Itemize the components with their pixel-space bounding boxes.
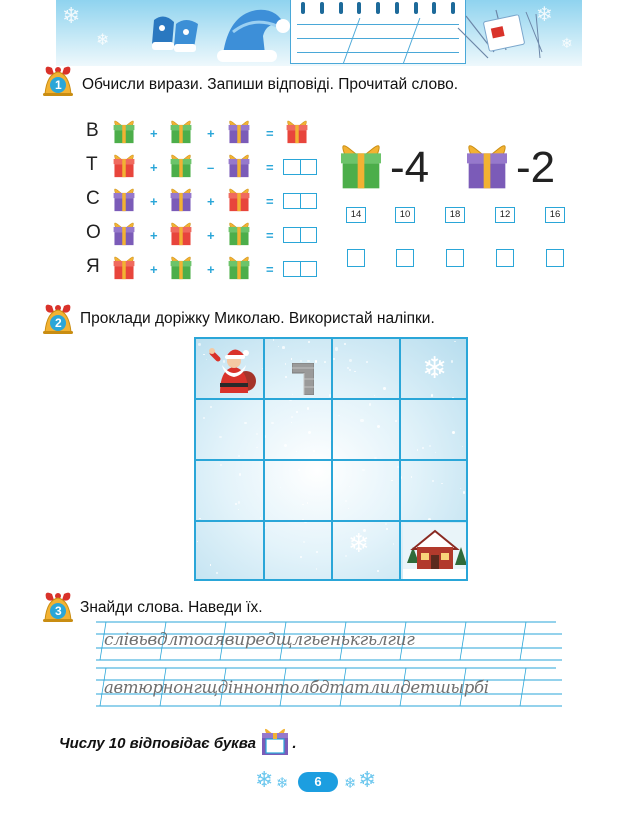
purple-gift-icon [462,140,512,190]
operator-sign: = [266,262,274,277]
operator-sign: – [207,160,215,175]
mittens-icon [146,10,206,60]
answer-input-box[interactable] [283,261,317,277]
snowflake-icon: ❄ [344,774,357,792]
answer-number-box: 16 [545,207,565,223]
equation-letter: В [86,120,99,141]
snowflake-icon: ❄ [536,2,553,26]
answer-number-box: 14 [346,207,366,223]
green-gift-icon [168,152,190,174]
hint-value: -2 [516,143,556,192]
answer-number-box: 18 [445,207,465,223]
operator-sign: + [207,126,215,141]
green-gift-icon [226,220,248,242]
task2-instruction: Проклади доріжку Миколаю. Використай наліпки. [80,310,435,327]
final-question-period: . [292,734,297,752]
operator-sign: = [266,194,274,209]
path-grid[interactable] [194,337,468,581]
snowflake-icon: ❄ [96,30,110,49]
winter-hat-icon [211,2,291,64]
operator-sign: + [207,262,215,277]
final-question [59,731,296,757]
green-gift-icon [111,118,133,140]
answer-number-box: 12 [495,207,515,223]
header-banner [56,0,582,66]
red-gift-icon [284,118,306,140]
operator-sign: + [150,126,158,141]
green-gift-icon [168,254,190,276]
equation-letter: Т [86,154,98,175]
purple-gift-icon [111,220,133,242]
red-gift-icon [168,220,190,242]
task3-instruction: Знайди слова. Наведи їх. [80,599,263,616]
answer-input-box[interactable] [283,227,317,243]
dotted-letters-line-2: автюрнонгщдіннонтолбдтатлилдетшырбі [104,678,489,697]
operator-sign: = [266,160,274,175]
house-icon [403,523,467,579]
answer-input-box[interactable] [283,159,317,175]
red-gift-icon [111,254,133,276]
snowflake-icon: ❄ [422,351,448,386]
operator-sign: + [207,194,215,209]
hint-value: -4 [390,143,430,192]
purple-gift-icon [226,118,248,140]
santa-claus-icon [208,343,258,395]
letter-input-box[interactable] [546,249,564,267]
operator-sign: = [266,126,274,141]
purple-gift-icon [168,186,190,208]
green-gift-icon [336,140,386,190]
dotted-letters-line-1: слівьвдлтоаявиредщлгьенькгьлгиг [104,630,415,650]
path-sticker-icon [292,363,314,395]
purple-gift-answer-box-icon[interactable] [260,725,290,755]
snowflake-icon: ❄ [348,529,370,559]
letter-input-box[interactable] [396,249,414,267]
letter-input-box[interactable] [446,249,464,267]
task1-instruction: Обчисли вирази. Запиши відповіді. Прочитай слово. [82,76,459,93]
page-number: 6 [298,772,338,792]
purple-gift-icon [111,186,133,208]
red-gift-icon [111,152,133,174]
operator-sign: + [150,262,158,277]
operator-sign: + [150,160,158,175]
operator-sign: = [266,228,274,243]
task-number: 2 [55,316,62,330]
snowflake-icon: ❄ [62,4,81,29]
green-gift-icon [226,254,248,276]
notepad-illustration [290,0,466,64]
equation-letter: Я [86,256,100,277]
equation-letter: О [86,222,101,243]
snowflake-icon: ❄ [561,36,573,52]
greeting-card-icon [456,8,546,63]
snowflake-icon: ❄ [358,768,377,793]
purple-gift-icon [226,152,248,174]
answer-number-box: 10 [395,207,415,223]
operator-sign: + [207,228,215,243]
task-number: 1 [55,78,62,92]
letter-input-box[interactable] [496,249,514,267]
snowflake-icon: ❄ [276,774,289,792]
task-number: 3 [55,604,62,618]
final-question-text: Числу 10 відповідає буква [59,734,256,752]
letter-input-box[interactable] [347,249,365,267]
equation-letter: С [86,188,100,209]
green-gift-icon [168,118,190,140]
answer-input-box[interactable] [283,193,317,209]
red-gift-icon [226,186,248,208]
operator-sign: + [150,228,158,243]
operator-sign: + [150,194,158,209]
snowflake-icon: ❄ [255,768,274,793]
